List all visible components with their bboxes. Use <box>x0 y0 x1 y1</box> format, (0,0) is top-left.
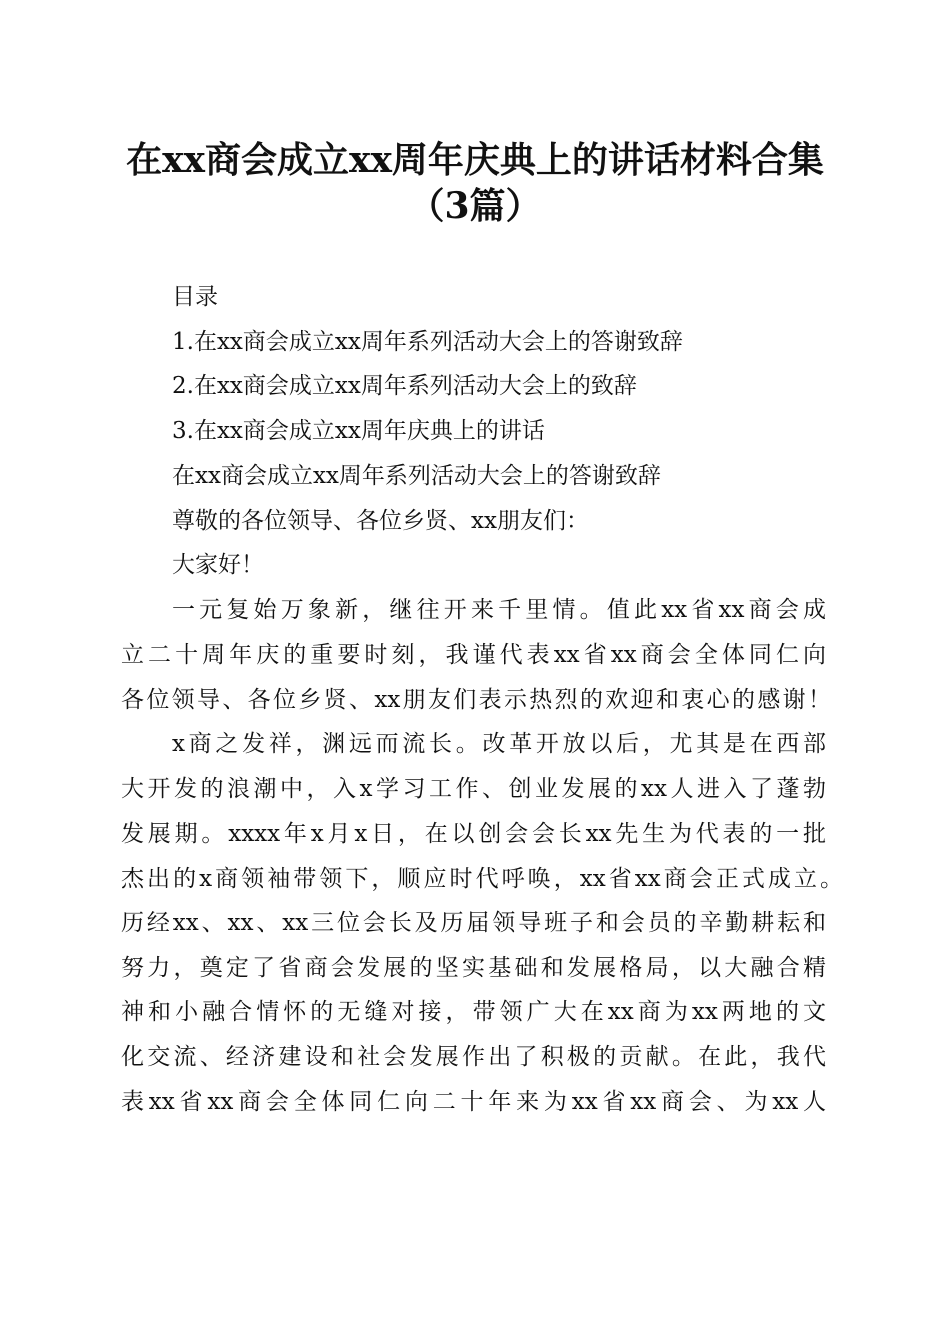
greeting: 大家好！ <box>172 552 264 578</box>
paragraph-line: 一元复始万象新，继往开来千里情。值此xx省xx商会成 <box>172 597 826 623</box>
toc-item: 2.在xx商会成立xx周年系列活动大会上的致辞 <box>172 373 637 399</box>
section-heading: 在xx商会成立xx周年系列活动大会上的答谢致辞 <box>172 463 661 489</box>
paragraph-line: 神和小融合情怀的无缝对接，带领广大在xx商为xx两地的文 <box>121 999 826 1025</box>
paragraph-line: 努力，奠定了省商会发展的坚实基础和发展格局，以大融合精 <box>121 955 826 981</box>
toc-item: 1.在xx商会成立xx周年系列活动大会上的答谢致辞 <box>172 329 683 355</box>
document-title: 在xx商会成立xx周年庆典上的讲话材料合集 <box>126 139 824 181</box>
paragraph-line: 化交流、经济建设和社会发展作出了积极的贡献。在此，我代 <box>121 1044 826 1070</box>
document-title-count: （3篇） <box>408 185 542 227</box>
paragraph-line: 历经xx、xx、xx三位会长及历届领导班子和会员的辛勤耕耘和 <box>121 910 826 936</box>
paragraph-line: 大开发的浪潮中，入x学习工作、创业发展的xx人进入了蓬勃 <box>121 776 826 802</box>
toc-heading: 目录 <box>172 284 218 310</box>
salutation: 尊敬的各位领导、各位乡贤、xx朋友们： <box>172 508 589 534</box>
paragraph-line: 杰出的x商领袖带领下，顺应时代呼唤，xx省xx商会正式成立。 <box>121 866 843 892</box>
paragraph-line: 表xx省xx商会全体同仁向二十年来为xx省xx商会、为xx人 <box>121 1089 826 1115</box>
toc-item: 3.在xx商会成立xx周年庆典上的讲话 <box>172 418 545 444</box>
paragraph-line: x商之发祥，渊远而流长。改革开放以后，尤其是在西部 <box>172 731 826 757</box>
paragraph-line: 立二十周年庆的重要时刻，我谨代表xx省xx商会全体同仁向 <box>121 642 826 668</box>
paragraph-line: 发展期。xxxx年x月x日，在以创会会长xx先生为代表的一批 <box>121 821 826 847</box>
paragraph-line: 各位领导、各位乡贤、xx朋友们表示热烈的欢迎和衷心的感谢！ <box>121 687 831 713</box>
